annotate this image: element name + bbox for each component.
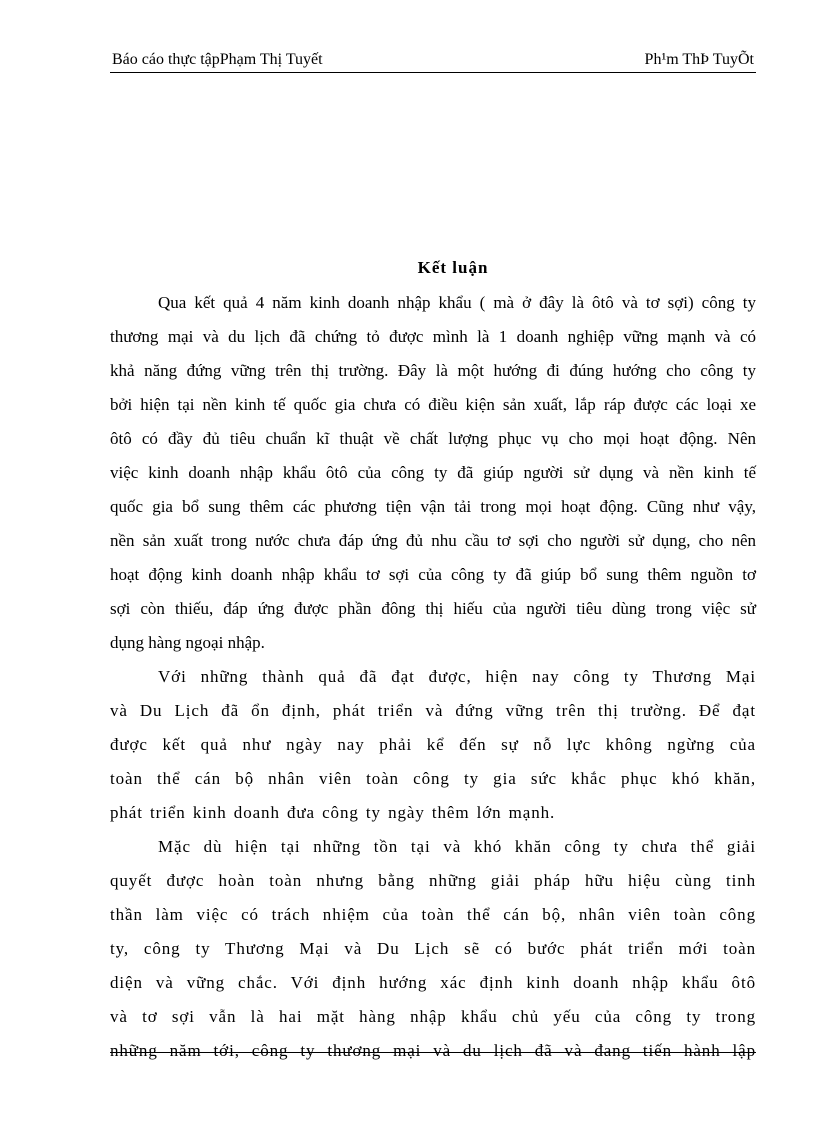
- paragraph-1: [110, 286, 756, 660]
- text-line: Qua kết quả 4 năm kinh doanh nhập khẩu ( mà ở đây là ôtô và tơ sợi) công ty: [158, 293, 756, 312]
- document-body: [110, 286, 756, 1068]
- text-line: việc kinh doanh nhập khẩu ôtô của công ty đã giúp người sử dụng và nền kinh tế: [110, 463, 756, 482]
- text-line: diện và vững chắc. Với định hướng xác định kinh doanh nhập khẩu ôtô: [110, 973, 756, 992]
- page-header: [110, 48, 756, 73]
- paragraph-2: [110, 660, 756, 830]
- text-line: toàn thể cán bộ nhân viên toàn công ty gia sức khắc phục khó khăn,: [110, 769, 756, 788]
- header-right-text: Ph¹m ThÞ TuyÕt: [644, 51, 754, 68]
- text-line: Với những thành quả đã đạt được, hiện nay công ty Thương Mại: [158, 667, 756, 686]
- text-line: Mặc dù hiện tại những tồn tại và khó khăn công ty chưa thể giải: [158, 837, 756, 856]
- text-line: nền sản xuất trong nước chưa đáp ứng đủ nhu cầu tơ sợi cho người sử dụng, cho nên: [110, 531, 756, 550]
- text-line: quốc gia bổ sung thêm các phương tiện vận tải trong mọi hoạt động. Cũng như vậy,: [110, 497, 756, 516]
- text-line: phát triển kinh doanh đưa công ty ngày thêm lớn mạnh.: [110, 803, 556, 822]
- text-line: hoạt động kinh doanh nhập khẩu tơ sợi của công ty đã giúp bổ sung thêm nguồn tơ: [110, 565, 756, 584]
- paragraph-3: [110, 830, 756, 1068]
- text-line: thương mại và du lịch đã chứng tỏ được mình là 1 doanh nghiệp vững mạnh và có: [110, 327, 756, 346]
- text-line: những năm tới, công ty thương mại và du lịch đã và đang tiến hành lập: [110, 1041, 756, 1060]
- text-line: ty, công ty Thương Mại và Du Lịch sẽ có bước phát triển mới toàn: [110, 939, 756, 958]
- header-left-text: Báo cáo thực tậpPhạm Thị Tuyết: [112, 51, 323, 68]
- text-line: và Du Lịch đã ổn định, phát triển và đứng vững trên thị trường. Để đạt: [110, 701, 756, 720]
- text-line: khả năng đứng vững trên thị trường. Đây là một hướng đi đúng hướng cho công ty: [110, 361, 756, 380]
- text-line: dụng hàng ngoại nhập.: [110, 633, 265, 652]
- text-line: ôtô có đầy đủ tiêu chuẩn kĩ thuật về chất lượng phục vụ cho mọi hoạt động. Nên: [110, 429, 756, 448]
- text-line: thần làm việc có trách nhiệm của toàn thể cán bộ, nhân viên toàn công: [110, 905, 756, 924]
- text-line: được kết quả như ngày nay phải kể đến sự nỗ lực không ngừng của: [110, 735, 756, 754]
- text-line: bởi hiện tại nền kinh tế quốc gia chưa có điều kiện sản xuất, lắp ráp được các loại xe: [110, 395, 756, 414]
- text-line: sợi còn thiếu, đáp ứng được phần đông thị hiếu của người tiêu dùng trong việc sử: [110, 599, 756, 618]
- section-title: Kết luận: [417, 258, 489, 277]
- text-line: quyết được hoàn toàn nhưng bằng những giải pháp hữu hiệu cùng tinh: [110, 871, 756, 890]
- text-line: và tơ sợi vẫn là hai mặt hàng nhập khẩu chủ yếu của công ty trong: [110, 1007, 756, 1026]
- footer-divider: [110, 1052, 756, 1053]
